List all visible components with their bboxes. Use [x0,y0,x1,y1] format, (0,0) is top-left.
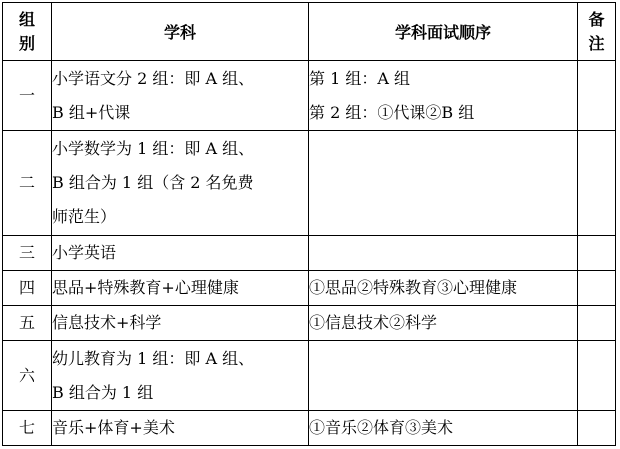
header-row [3,3,616,61]
order-cell: ①信息技术②科学 [309,306,578,341]
subject-cell: 思品+特殊教育+心理健康 [52,271,309,306]
header-note [578,3,616,61]
header-order: 学科面试顺序 [309,3,578,61]
table-row [3,236,616,271]
note-cell [578,341,616,411]
subject-cell: 音乐+体育+美术 [52,411,309,446]
subject-cell: 小学语文分 2 组：即 A 组、 B 组+代课 [52,61,309,131]
table-row [3,61,616,131]
table-row [3,306,616,341]
header-group-label: 组别 [19,9,36,53]
note-cell [578,271,616,306]
row-number: 三 [3,236,52,271]
order-cell: ①音乐②体育③美术 [309,411,578,446]
row-number: 六 [3,341,52,411]
table-row [3,271,616,306]
header-note-label: 备注 [588,9,605,53]
row-number: 七 [3,411,52,446]
header-subject: 学科 [52,3,309,61]
row-number: 二 [3,131,52,236]
order-cell: 第 1 组：A 组 第 2 组：①代课②B 组 [309,61,578,131]
table-row [3,411,616,446]
row-number: 四 [3,271,52,306]
subject-cell: 信息技术+科学 [52,306,309,341]
order-cell [309,236,578,271]
note-cell [578,306,616,341]
note-cell [578,61,616,131]
table-row [3,341,616,411]
note-cell [578,236,616,271]
row-number: 一 [3,61,52,131]
order-cell: ①思品②特殊教育③心理健康 [309,271,578,306]
order-cell [309,341,578,411]
table-row [3,131,616,236]
order-cell [309,131,578,236]
note-cell [578,411,616,446]
subject-cell: 小学英语 [52,236,309,271]
subject-cell: 幼儿教育为 1 组：即 A 组、 B 组合为 1 组 [52,341,309,411]
interview-order-table [2,2,616,446]
note-cell [578,131,616,236]
header-group [3,3,52,61]
subject-cell: 小学数学为 1 组：即 A 组、 B 组合为 1 组（含 2 名免费 师范生） [52,131,309,236]
row-number: 五 [3,306,52,341]
